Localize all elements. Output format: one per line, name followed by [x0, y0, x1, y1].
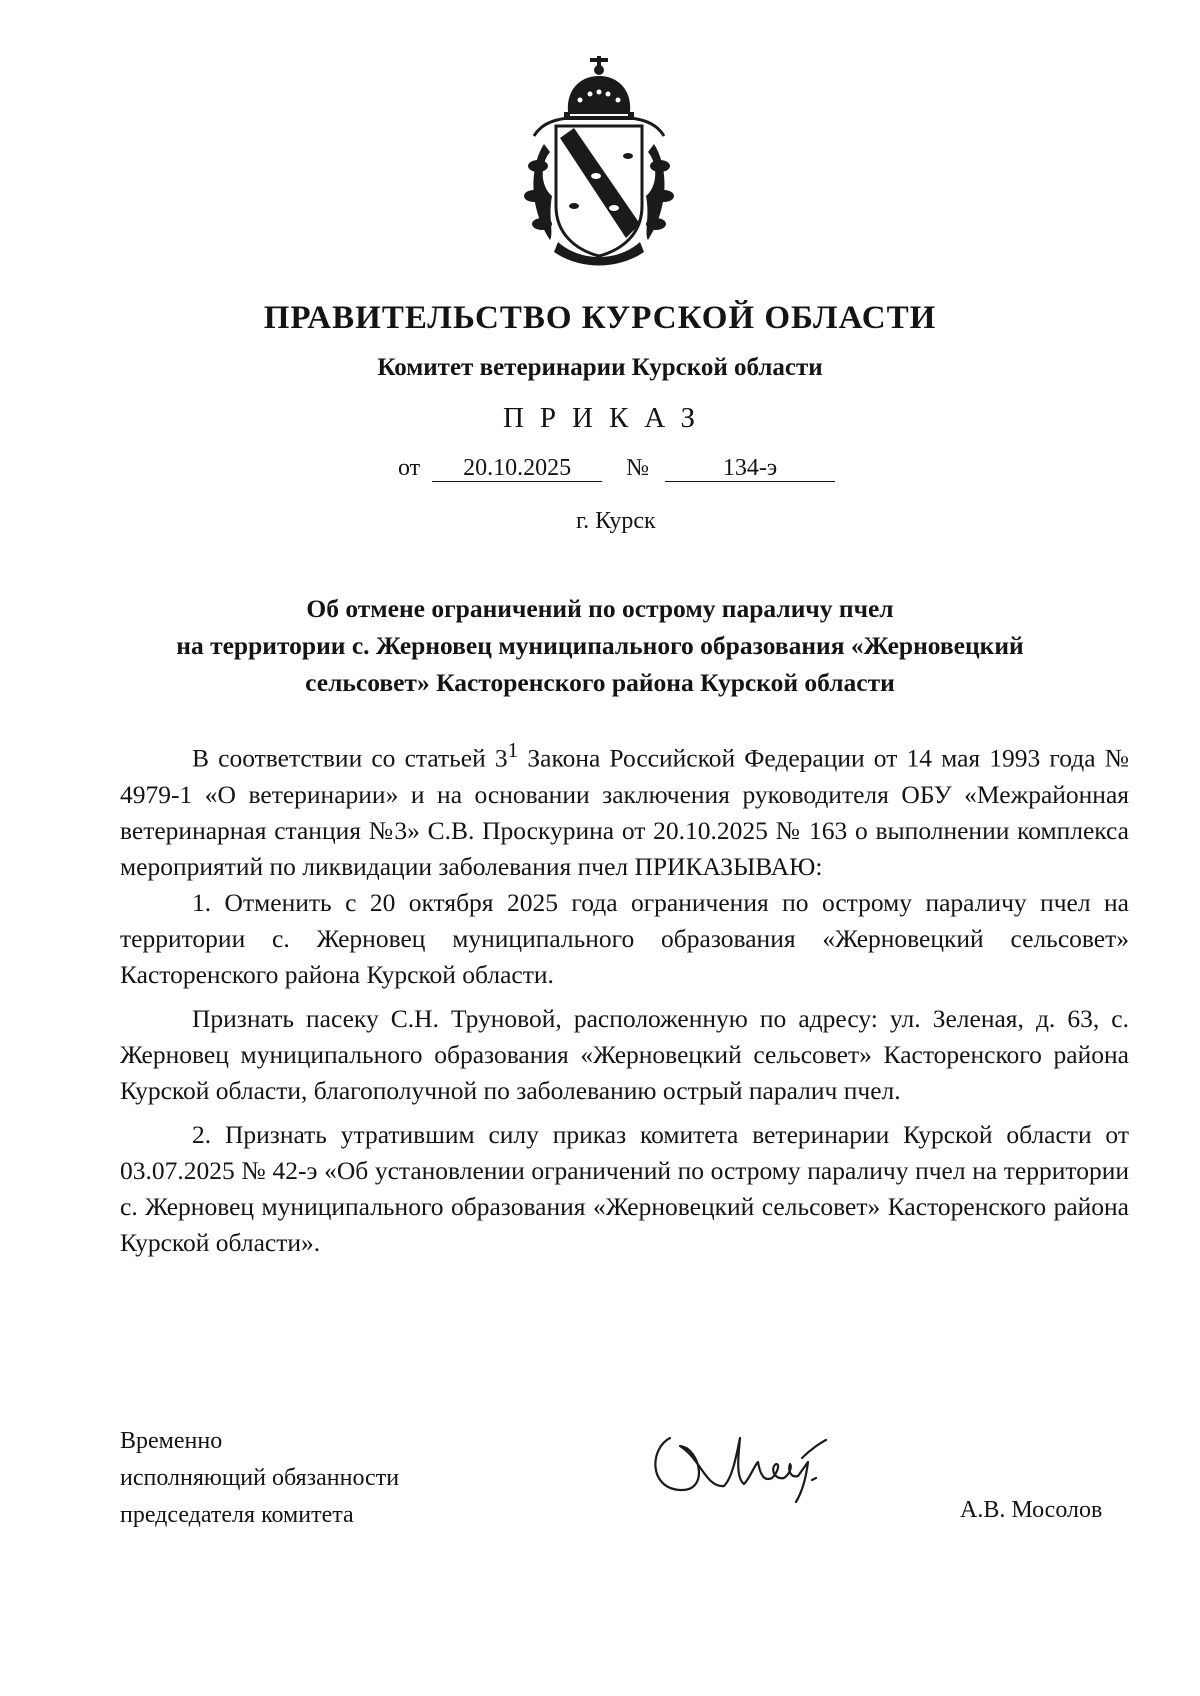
body-paragraph-item-1: 1. Отменить с 20 октября 2025 года ограничения по острому параличу пчел на территории с. Жерновец муниципального образования «Жерновецкий сельсовет» Касторенского района Курской области. [120, 887, 1129, 989]
number-label: № [626, 455, 650, 481]
body-paragraph-preamble [120, 732, 1129, 885]
signer-position-line: Временно [120, 1428, 223, 1454]
document-date: 20.10.2025 [432, 455, 602, 482]
committee-name: Комитет ветеринарии Курской области [377, 354, 823, 381]
signer-position-line: председателя комитета [120, 1502, 354, 1528]
document-body [120, 732, 1129, 1261]
date-prefix: от [398, 455, 421, 481]
document-subject [120, 590, 1080, 701]
document-number: 134-э [665, 455, 835, 482]
preamble-text-start: В соответствии со статьей 3 [192, 743, 508, 773]
handwritten-signature-icon [640, 1418, 860, 1508]
signer-position-line: исполняющий обязанности [120, 1465, 400, 1491]
government-title: ПРАВИТЕЛЬСТВО КУРСКОЙ ОБЛАСТИ [263, 300, 937, 336]
subject-line: Об отмене ограничений по острому параличу пчел [306, 594, 894, 623]
signer-position [120, 1423, 399, 1534]
document-city: г. Курск [576, 508, 656, 534]
document-type: ПРИКАЗ [502, 402, 712, 434]
coat-of-arms-icon [510, 56, 688, 270]
body-paragraph-apiary: Признать пасеку С.Н. Труновой, расположенную по адресу: ул. Зеленая, д. 63, с. Жерновец муниципального образования «Жерновецкий сельсовет» Касторенского района Курской области, благополучной по заболеванию острый паралич пчел. [120, 1003, 1129, 1105]
subject-line: на территории с. Жерновец муниципального образования «Жерновецкий [176, 631, 1024, 660]
preamble-text-end: Закона Российской Федерации от 14 мая 1993 года № 4979-1 «О ветеринарии» и на основании заключения руководителя ОБУ «Межрайонная ветеринарная станция №3» С.В. Проскурина от 20.10.2025 № 163 о выполнении комплекса мероприятий по ликвидации заболевания пчел ПРИКАЗЫВАЮ: [120, 743, 1129, 881]
article-superscript: 1 [507, 738, 519, 762]
body-paragraph-item-2: 2. Признать утратившим силу приказ комитета ветеринарии Курской области от 03.07.2025 № 42-э «Об установлении ограничений по острому параличу пчел на территории с. Жерновец муниципального образования «Жерновецкий сельсовет» Касторенского района Курской области». [120, 1119, 1129, 1257]
subject-line: сельсовет» Касторенского района Курской области [305, 668, 895, 697]
date-number-line [398, 455, 835, 482]
signer-name: А.В. Мосолов [960, 1497, 1103, 1523]
